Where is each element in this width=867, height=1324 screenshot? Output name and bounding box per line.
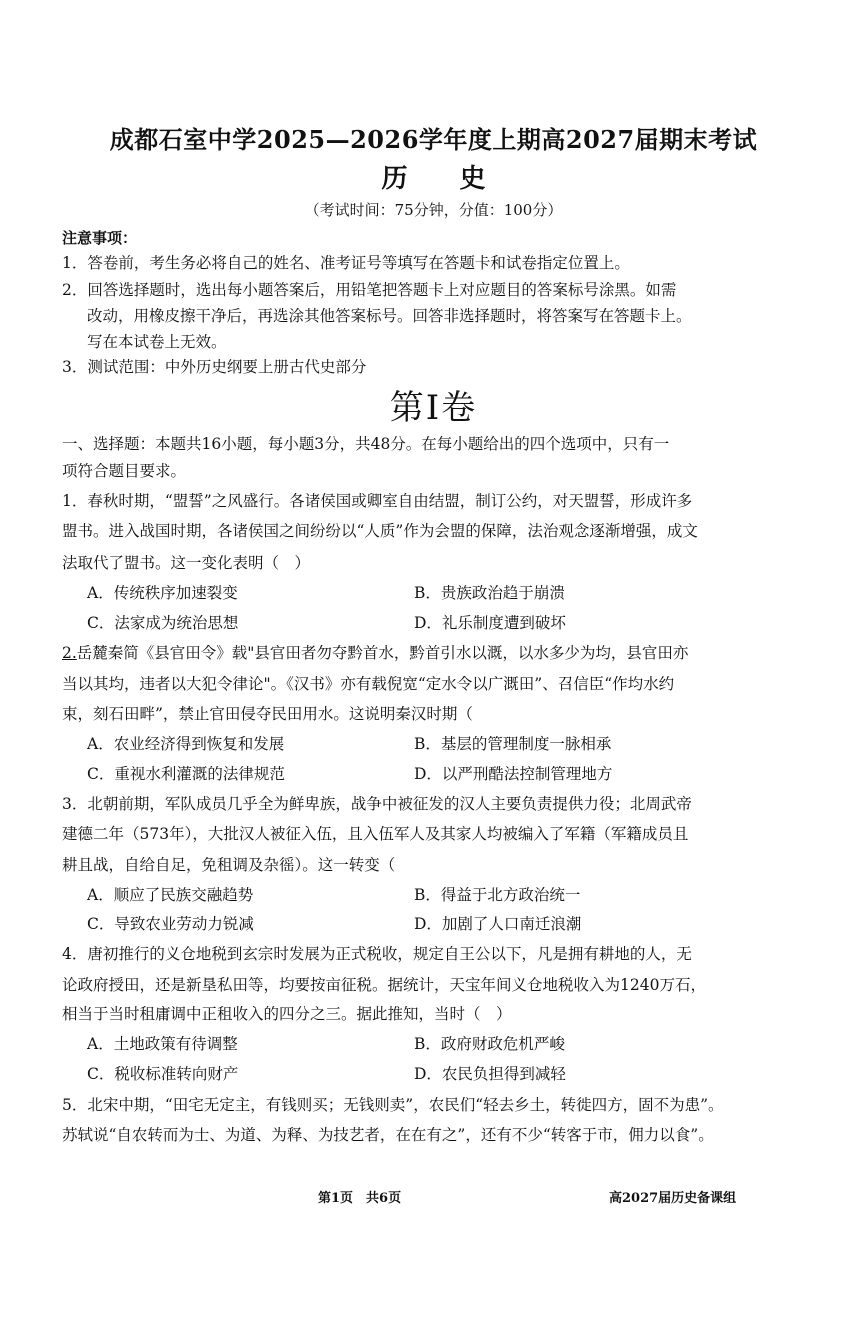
question-2-option-c: C．重视水利灌溉的法律规范 <box>87 765 285 783</box>
question-4-option-d: D．农民负担得到减轻 <box>414 1065 566 1083</box>
footer-page-number: 第1页 共6页 <box>318 1191 402 1206</box>
question-1-stem: 法取代了盟书。这一变化表明（ ） <box>62 554 311 572</box>
question-1-stem: 盟书。进入战国时期，各诸侯国之间纷纷以“人质”作为会盟的保障，法治观念逐渐增强，成文 <box>62 522 698 540</box>
question-1-option-b: B．贵族政治趋于崩溃 <box>414 584 565 602</box>
footer-group: 高2027届历史备课组 <box>609 1191 737 1206</box>
question-3-stem: 耕且战，自给自足，免租调及杂徭）。这一转变（ <box>62 856 396 874</box>
question-3-option-a: A．顺应了民族交融趋势 <box>87 886 254 904</box>
question-5-stem: 5．北宋中期，“田宅无定主，有钱则买；无钱则卖”，农民们“轻去乡土，转徙四方，固不为患”。 <box>62 1096 724 1114</box>
exam-meta: （考试时间：75分钟，分值：100分） <box>304 201 563 219</box>
question-2-option-a: A．农业经济得到恢复和发展 <box>87 735 285 753</box>
question-4-stem: 4．唐初推行的义仓地税到玄宗时发展为正式税收，规定自王公以下，凡是拥有耕地的人，无 <box>62 945 692 963</box>
question-3-stem: 3．北朝前期，军队成员几乎全为鲜卑族，战争中被征发的汉人主要负责提供力役；北周武帝 <box>62 795 692 813</box>
question-4-option-c: C．税收标准转向财产 <box>87 1065 239 1083</box>
note-line: 改动，用橡皮擦干净后，再选涂其他答案标号。回答非选择题时，将答案写在答题卡上。 <box>87 307 692 325</box>
question-1-stem: 1．春秋时期，“盟誓”之风盛行。各诸侯国或卿室自由结盟，制订公约，对天盟誓，形成许多 <box>62 492 693 510</box>
question-4-stem: 论政府授田，还是新垦私田等，均要按亩征税。据统计，天宝年间义仓地税收入为1240万石， <box>62 976 706 994</box>
note-line: 2．回答选择题时，选出每小题答案后，用铅笔把答题卡上对应题目的答案标号涂黑。如需 <box>62 281 677 299</box>
subject-char-1: 历 <box>381 164 408 194</box>
question-4-option-b: B．政府财政危机严峻 <box>414 1035 565 1053</box>
question-2-stem: 当以其均，违者以大犯令律论"。《汉书》亦有载倪宽“定水令以广溉田”、召信臣“作均水约 <box>62 675 675 693</box>
question-1-option-d: D．礼乐制度遭到破坏 <box>414 614 566 632</box>
note-line: 1．答卷前，考生务必将自己的姓名、准考证号等填写在答题卡和试卷指定位置上。 <box>62 254 630 272</box>
note-line: 写在本试卷上无效。 <box>87 333 227 351</box>
note-line: 3．测试范围：中外历史纲要上册古代史部分 <box>62 358 367 376</box>
question-3-stem: 建德二年（573年），大批汉人被征入伍，且入伍军人及其家人均被编入了军籍（军籍成员且 <box>62 825 689 843</box>
question-2-number: 2. <box>62 644 77 662</box>
question-3-option-b: B．得益于北方政治统一 <box>414 886 581 904</box>
question-1-option-c: C．法家成为统治思想 <box>87 614 239 632</box>
question-2-text: 岳麓秦简《县官田令》载"县官田者勿夺黔首水，黔首引水以溉，以水多少为均，县官田亦 <box>76 644 689 662</box>
question-2-option-d: D．以严刑酷法控制管理地方 <box>414 765 613 783</box>
section-intro: 一、选择题：本题共16小题，每小题3分，共48分。在每小题给出的四个选项中，只有一 <box>62 435 670 453</box>
question-2-option-b: B．基层的管理制度一脉相承 <box>414 735 612 753</box>
section-title: 第Ⅰ卷 <box>389 388 478 428</box>
question-5-stem: 苏轼说“自农转而为士、为道、为释、为技艺者，在在有之”，还有不少“转客于市，佣力以食”。 <box>62 1126 714 1144</box>
question-4-stem: 相当于当时租庸调中正租收入的四分之三。据此推知，当时（ ） <box>62 1005 512 1023</box>
question-2-stem <box>62 643 792 663</box>
question-1-option-a: A．传统秩序加速裂变 <box>87 584 238 602</box>
subject-char-2: 史 <box>459 164 486 194</box>
section-intro: 项符合题目要求。 <box>62 462 187 480</box>
question-3-option-c: C．导致农业劳动力锐减 <box>87 915 254 933</box>
question-3-option-d: D．加剧了人口南迁浪潮 <box>414 915 582 933</box>
notes-heading: 注意事项： <box>62 229 138 247</box>
exam-title: 成都石室中学2025—2026学年度上期高2027届期末考试 <box>109 125 758 154</box>
question-2-stem: 束，刻石田畔”，禁止官田侵夺民田用水。这说明秦汉时期（ <box>62 705 473 723</box>
question-4-option-a: A．土地政策有待调整 <box>87 1035 238 1053</box>
subject-title <box>0 158 867 195</box>
